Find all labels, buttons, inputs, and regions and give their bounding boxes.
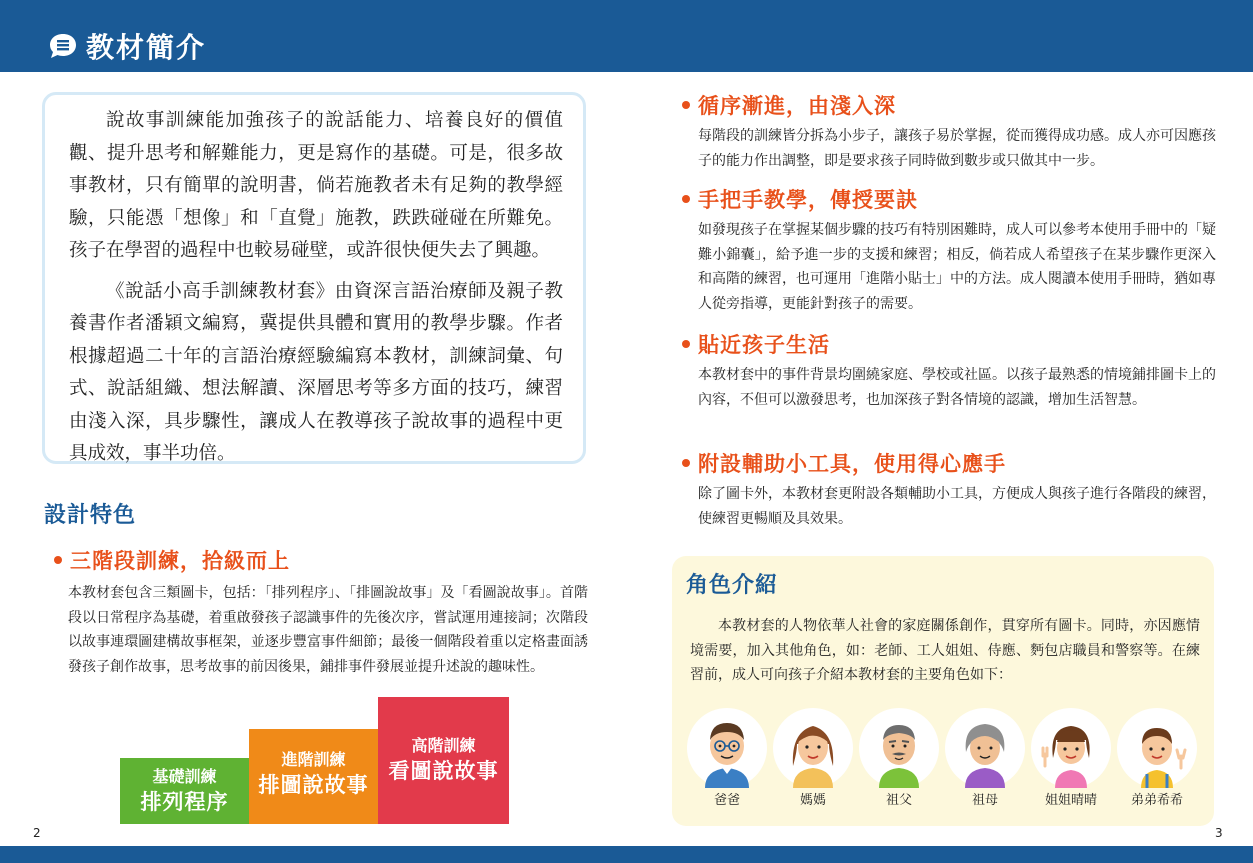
title-text: 教材簡介 bbox=[86, 31, 207, 64]
character-name: 弟弟希希 bbox=[1130, 793, 1183, 808]
design-features-heading bbox=[44, 498, 136, 529]
intro-paragraph-1: 說故事訓練能加強孩子的說話能力、培養良好的價值觀、提升思考和解難能力，更是寫作的基礎。可是，很多故事教材，只有簡單的說明書，倘若施教者未有足夠的教學經驗，只能憑「想像」和「直覺」施教，跌跌碰碰在所難免。孩子在學習的過程中也較易碰壁，或許很快便失去了興趣。 bbox=[69, 110, 563, 261]
heading-highlight bbox=[44, 528, 140, 535]
feature-title bbox=[54, 545, 588, 575]
mom-face-icon bbox=[773, 708, 853, 788]
avatar-grandpa bbox=[859, 708, 939, 788]
page-title bbox=[48, 28, 206, 64]
feature-body: 如發現孩子在掌握某個步驟的技巧有特別困難時，成人可以參考本使用手冊中的「疑難小錦囊」，給予進一步的支援和練習；相反，倘若成人希望孩子在某步驟作更深入和高階的練習，也可運用「進階小貼士」中的方法。成人閱讀本使用手冊時，猶如專人從旁指導，更能針對孩子的需要。 bbox=[698, 222, 1216, 312]
avatar-grandma bbox=[945, 708, 1025, 788]
characters-heading-text: 角色介紹 bbox=[686, 573, 779, 598]
feature-body: 本教材套中的事件背景均圍繞家庭、學校或社區。以孩子最熟悉的情境鋪排圖卡上的內容，不但可以激發思考，也加深孩子對各情境的認識，增加生活智慧。 bbox=[698, 367, 1216, 408]
character-name: 姐姐晴晴 bbox=[1044, 793, 1097, 808]
page-number-right: 3 bbox=[1215, 826, 1223, 840]
character-name: 祖父 bbox=[885, 793, 912, 808]
stair-intermediate bbox=[249, 729, 378, 824]
stair-level-label: 高階訓練 bbox=[411, 736, 476, 755]
feature-title-text: 三階段訓練，拾級而上 bbox=[70, 549, 290, 573]
feature-three-stage bbox=[54, 545, 588, 679]
sister-face-icon bbox=[1031, 708, 1111, 788]
page-number-left: 2 bbox=[33, 826, 41, 840]
grandpa-face-icon bbox=[859, 708, 939, 788]
feature-tools bbox=[682, 448, 1216, 531]
feature-title-text: 附設輔助小工具，使用得心應手 bbox=[698, 452, 1006, 476]
avatar-sister bbox=[1031, 708, 1111, 788]
stair-basic bbox=[120, 758, 249, 824]
feature-title-text: 貼近孩子生活 bbox=[698, 333, 830, 357]
feature-step-by-step bbox=[682, 90, 1216, 173]
bullet-dot bbox=[682, 459, 690, 467]
feature-title bbox=[682, 448, 1216, 478]
speech-bubble-icon bbox=[48, 32, 78, 60]
feature-title-text: 手把手教學，傳授要訣 bbox=[698, 188, 918, 212]
character-name: 媽媽 bbox=[799, 793, 826, 808]
design-heading-text: 設計特色 bbox=[44, 503, 137, 528]
feature-title bbox=[682, 184, 1216, 214]
bottom-banner bbox=[0, 846, 1253, 863]
stair-level-label: 進階訓練 bbox=[281, 750, 346, 769]
characters-heading bbox=[686, 568, 778, 599]
feature-daily-life bbox=[682, 329, 1216, 412]
feature-body: 除了圖卡外，本教材套更附設各類輔助小工具，方便成人與孩子進行各階段的練習，使練習更暢順及具效果。 bbox=[698, 486, 1216, 527]
avatar-brother bbox=[1117, 708, 1197, 788]
feature-title-text: 循序漸進，由淺入深 bbox=[698, 94, 896, 118]
avatar-mom bbox=[773, 708, 853, 788]
intro-paragraph-2: 《說話小高手訓練教材套》由資深言語治療師及親子教養書作者潘穎文編寫，冀提供具體和實用的教學步驟。作者根據超過二十年的言語治療經驗編寫本教材，訓練詞彙、句式、說話組織、想法解讀、深層思考等多方面的技巧，練習由淺入深，具步驟性，讓成人在教導孩子說故事的過程中更具成效，事半功倍。 bbox=[69, 280, 563, 464]
feature-title bbox=[682, 90, 1216, 120]
feature-body: 本教材套包含三類圖卡，包括：「排列程序」、「排圖說故事」及「看圖說故事」。首階段以日常程序為基礎，着重啟發孩子認識事件的先後次序，嘗試運用連接詞；次階段以故事連環圖建構故事框架，並逐步豐富事件細節；最後一個階段着重以定格畫面誘發孩子創作故事，思考故事的前因後果，鋪排事件發展並提升述說的趣味性。 bbox=[68, 585, 588, 675]
feature-body: 每階段的訓練皆分拆為小步子，讓孩子易於掌握，從而獲得成功感。成人亦可因應孩子的能力作出調整，即是要求孩子同時做到數步或只做其中一步。 bbox=[698, 128, 1216, 169]
stair-skill-label: 排列程序 bbox=[140, 790, 229, 814]
grandma-face-icon bbox=[945, 708, 1025, 788]
bullet-dot bbox=[682, 101, 690, 109]
character-name: 祖母 bbox=[971, 793, 998, 808]
stair-skill-label: 排圖說故事 bbox=[258, 773, 369, 797]
character-name: 爸爸 bbox=[713, 793, 740, 808]
stair-level-label: 基礎訓練 bbox=[152, 767, 217, 786]
bullet-dot bbox=[682, 195, 690, 203]
brother-face-icon bbox=[1117, 708, 1197, 788]
stair-skill-label: 看圖說故事 bbox=[388, 759, 499, 783]
avatar-dad bbox=[687, 708, 767, 788]
bullet-dot bbox=[54, 556, 62, 564]
characters-description: 本教材套的人物依華人社會的家庭關係創作，貫穿所有圖卡。同時，亦因應情境需要，加入其他角色，如：老師、工人姐姐、侍應、麪包店職員和警察等。在練習前，成人可向孩子介紹本教材套的主要角色如下： bbox=[690, 618, 1200, 683]
stair-advanced bbox=[378, 697, 509, 824]
intro-box bbox=[42, 92, 586, 464]
dad-face-icon bbox=[687, 708, 767, 788]
feature-hands-on bbox=[682, 184, 1216, 316]
feature-title bbox=[682, 329, 1216, 359]
bullet-dot bbox=[682, 340, 690, 348]
